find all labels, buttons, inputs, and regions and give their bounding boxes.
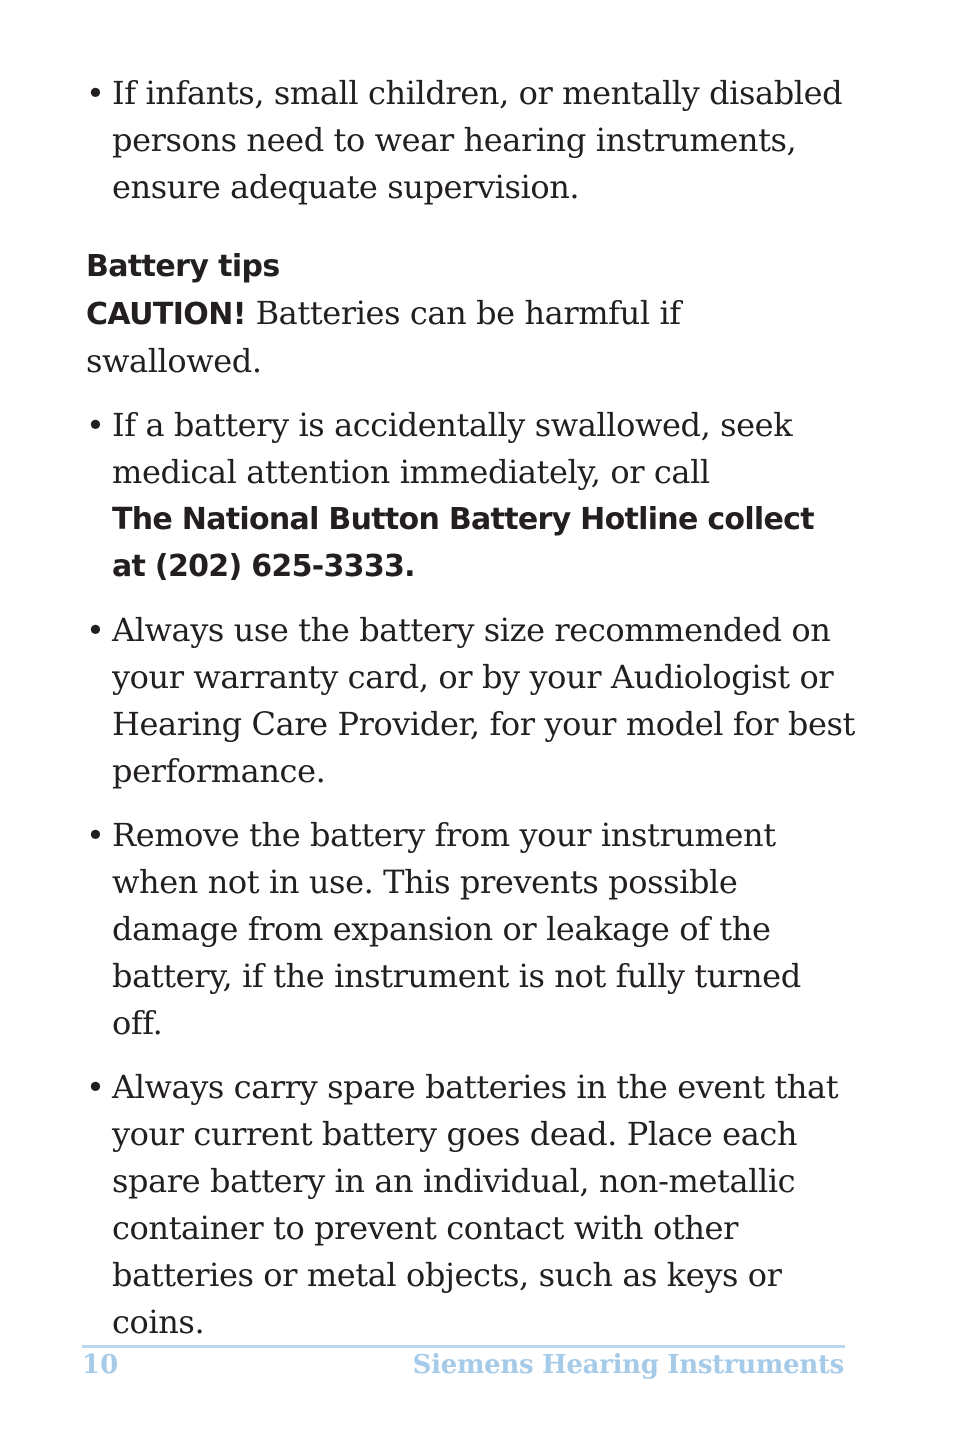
caution-line: [86, 290, 856, 385]
section-heading: Battery tips: [86, 249, 280, 284]
bullet-dot: •: [86, 611, 105, 649]
bullet-spare-batteries: [86, 1064, 856, 1346]
footer-brand: Siemens Hearing Instruments: [412, 1350, 844, 1380]
footer-divider: [82, 1345, 845, 1348]
bullet-dot: •: [86, 816, 105, 854]
bullet-dot: •: [86, 1068, 105, 1106]
bullet-dot: •: [86, 74, 105, 112]
bullet-battery-size: [86, 607, 856, 795]
bullet-supervision: [86, 70, 856, 211]
bullet-text: Always carry spare batteries in the event that your current battery goes dead. Place each spare battery in an individual, non-metallic container to prevent contact with other batteries or metal objects, such as keys or coins.: [112, 1068, 839, 1341]
manual-page: [86, 70, 856, 1346]
bullet-text: Always use the battery size recommended on your warranty card, or by your Audiologist or Hearing Care Provider, for your model for best performance.: [112, 611, 855, 790]
page-number: 10: [82, 1350, 119, 1380]
caution-label: CAUTION!: [86, 297, 246, 332]
battery-tips-section: [86, 243, 856, 385]
bullet-remove-battery: [86, 812, 856, 1047]
bullet-text: Remove the battery from your instrument when not in use. This prevents possible damage from expansion or leakage of the battery, if the instrument is not fully turned off.: [112, 816, 801, 1042]
bullet-swallowed: [86, 402, 856, 590]
bullet-text: If a battery is accidentally swallowed, seek medical attention immediately, or call: [112, 406, 793, 491]
caution-text: Batteries can be harmful if swallowed.: [86, 294, 681, 380]
hotline-text: The National Button Battery Hotline collect at (202) 625-3333.: [112, 502, 814, 584]
bullet-dot: •: [86, 406, 105, 444]
bullet-text: If infants, small children, or mentally disabled persons need to wear hearing instruments, ensure adequate supervision.: [112, 74, 843, 206]
